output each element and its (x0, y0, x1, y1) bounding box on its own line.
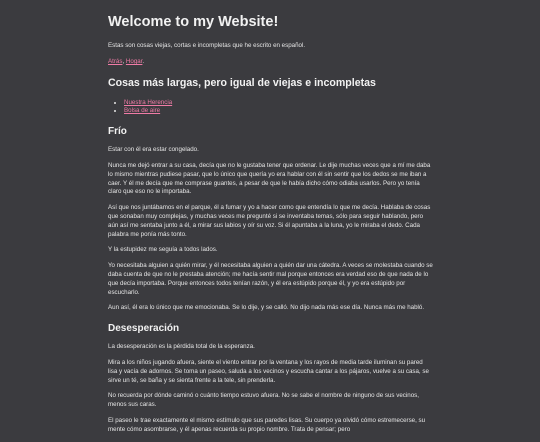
page-content (108, 0, 433, 442)
section-title: Cosas más largas, pero igual de viejas e incompletas (108, 76, 376, 89)
desesperacion-paragraph: La desesperación es la pérdida total de la esperanza. (108, 343, 255, 351)
frio-paragraph: Así que nos juntábamos en el parque, él a fumar y yo a hacer como que entendía lo que me decía. Hablaba de cosas que sonaban muy complejas, y muchas veces me pregunté si se inventaba temas, sólo para seguir hablando, pero aún así me sentaba junto a él, a mirar sus labios y oír su voz. Si él apuntaba a la luna, yo le miraba el dedo. Cada palabra me ponía más tonto. (108, 204, 431, 238)
desesperacion-paragraph: El paseo le trae exactamente el mismo estímulo que sus paredes lisas. Su cuerpo ya olvidó cómo estremecerse, su mente cómo asombrarse, y él apenas recuerda su propio nombre. Trata de pensar; pero (108, 417, 426, 433)
home-link[interactable]: Hogar (125, 58, 143, 66)
nav-separator: , (122, 58, 126, 66)
intro-text: Estas son cosas viejas, cortas e incompletas que he escrito en español. (108, 42, 306, 50)
page-title: Welcome to my Website! (108, 14, 279, 30)
desesperacion-paragraph: Mira a los niños jugando afuera, siente el viento entrar por la ventana y los rayos de media tarde iluminan su pared lisa y vacía de adornos. Se toma un paseo, saluda a los vecinos y escucha cantar a los pájaros, vuelve a su casa, se sirve un té, se baña y se sienta frente a la tele, sin prenderla. (108, 359, 429, 384)
link-bolsa-de-aire[interactable]: Bolsa de aire (124, 107, 161, 115)
story-links-list (108, 99, 433, 117)
list-item (124, 99, 433, 108)
frio-paragraph: Estar con él era estar congelado. (108, 146, 199, 154)
frio-paragraph: Y la estupidez me seguía a todos lados. (108, 246, 218, 254)
link-nuestra-herencia[interactable]: Nuestra Herencia (124, 98, 173, 106)
back-link[interactable]: Atrás (108, 58, 123, 66)
nav-links (108, 58, 433, 67)
nav-end: . (142, 58, 145, 66)
frio-paragraph: Aun así, él era lo único que me emocionaba. Se lo dije, y se calló. No dijo nada más ese día. Nunca más me habló. (108, 304, 425, 312)
frio-paragraph: Nunca me dejó entrar a su casa, decía que no le gustaba tener que ordenar. Le dije muchas veces que a mí me daba lo mismo mientras pudiese pasar, que lo único que quería yo era hablar con él sin sentir que los dedos se me iban a caer. Y él me decía que me comprase guantes, a pesar de que le había dicho cómo odiaba usarlos. Pero yo tenía claro que eso no le importaba. (108, 162, 431, 196)
list-item (124, 107, 433, 116)
desesperacion-paragraph: No recuerda por dónde caminó o cuánto tiempo estuvo afuera. No se sabe el nombre de ninguno de sus vecinos, menos sus caras. (108, 392, 419, 409)
frio-heading: Frío (108, 126, 127, 138)
frio-paragraph: Yo necesitaba alguien a quién mirar, y él necesitaba alguien a quién dar una cátedra. A veces se molestaba cuando se daba cuenta de que no le prestaba atención; me hacía sentir mal porque entonces era verdad eso de que nada de lo que decía importaba. Porque entonces todos tenían razón, y él era estúpido porque él, y yo era estúpido por escucharlo. (108, 262, 433, 296)
desesperacion-heading: Desesperación (108, 323, 180, 335)
